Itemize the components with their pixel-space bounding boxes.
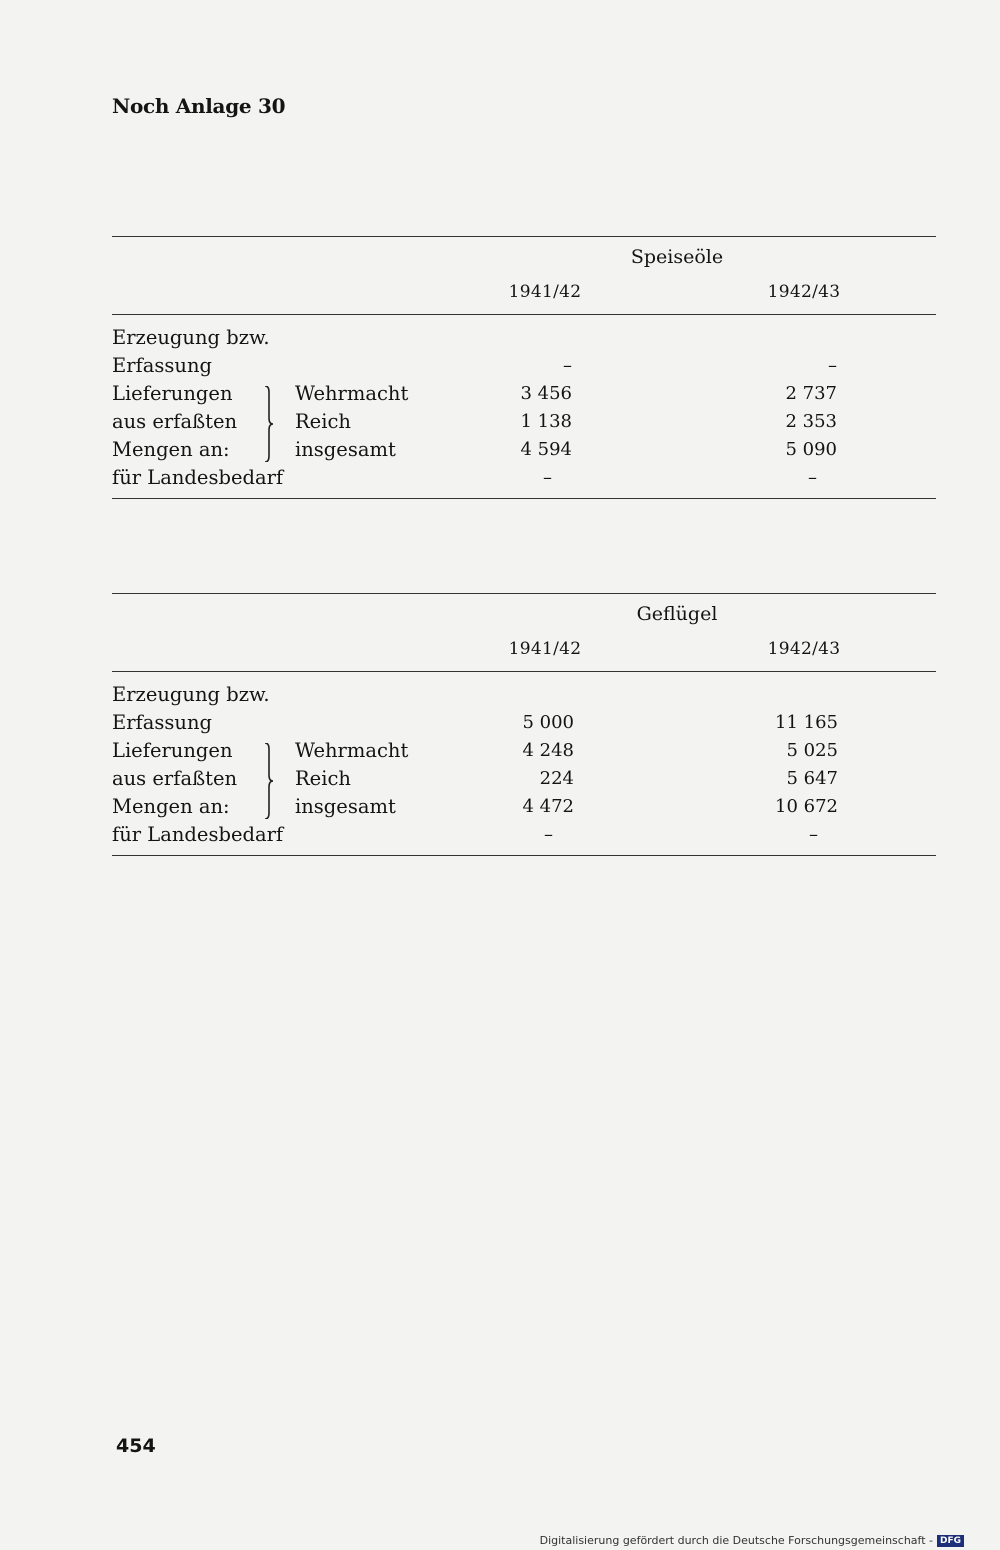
row-label: aus erfaßten <box>112 410 238 433</box>
page-number: 454 <box>116 1435 156 1457</box>
dfg-logo: DFG <box>937 1535 964 1547</box>
table-cell: 2 353 <box>785 411 837 432</box>
header-rule <box>112 671 936 672</box>
table-cell: 2 737 <box>785 383 837 404</box>
year-header: 1942/43 <box>767 282 841 302</box>
page-title: Noch Anlage 30 <box>112 94 286 118</box>
table-speiseoele <box>112 236 936 500</box>
sub-label-wehrmacht: Wehrmacht <box>295 739 409 762</box>
year-header: 1942/43 <box>767 639 841 659</box>
row-label: für Landesbedarf <box>112 823 284 846</box>
table-cell: – <box>544 824 553 845</box>
row-label: Erfassung <box>112 354 213 377</box>
year-header: 1941/42 <box>508 639 582 659</box>
column-group-heading: Speiseöle <box>630 246 724 268</box>
sub-label-insgesamt: insgesamt <box>295 795 396 818</box>
table-cell: – <box>543 467 552 488</box>
row-label: Lieferungen <box>112 739 233 762</box>
row-label: Erzeugung bzw. <box>112 326 270 349</box>
table-cell: 3 456 <box>520 383 572 404</box>
table-cell: 5 025 <box>786 740 838 761</box>
brace-icon <box>264 743 274 819</box>
table-cell: 1 138 <box>520 411 572 432</box>
row-label: Lieferungen <box>112 382 233 405</box>
table-cell: 5 647 <box>786 768 838 789</box>
table-cell: 4 248 <box>522 740 574 761</box>
table-cell: – <box>828 355 837 376</box>
table-top-rule <box>112 236 936 237</box>
table-cell: 11 165 <box>775 712 838 733</box>
table-cell: – <box>809 824 818 845</box>
table-cell: 5 090 <box>785 439 837 460</box>
footer <box>540 1534 964 1547</box>
table-bottom-rule <box>112 498 936 499</box>
table-cell: – <box>808 467 817 488</box>
row-label: aus erfaßten <box>112 767 238 790</box>
table-cell: 224 <box>539 768 574 789</box>
table-cell: – <box>563 355 572 376</box>
table-cell: 10 672 <box>775 796 838 817</box>
sub-label-insgesamt: insgesamt <box>295 438 396 461</box>
row-label: Mengen an: <box>112 795 230 818</box>
column-group-heading: Geflügel <box>636 603 718 625</box>
table-cell: 4 594 <box>520 439 572 460</box>
brace-icon <box>264 386 274 462</box>
row-label: Erzeugung bzw. <box>112 683 270 706</box>
footer-text: Digitalisierung gefördert durch die Deutsche Forschungsgemeinschaft - <box>539 1534 933 1547</box>
table-bottom-rule <box>112 855 936 856</box>
year-header: 1941/42 <box>508 282 582 302</box>
row-label: Erfassung <box>112 711 213 734</box>
table-cell: 5 000 <box>522 712 574 733</box>
table-cell: 4 472 <box>522 796 574 817</box>
header-rule <box>112 314 936 315</box>
table-gefluegel <box>112 593 936 857</box>
sub-label-reich: Reich <box>295 410 351 433</box>
row-label: für Landesbedarf <box>112 466 284 489</box>
sub-label-reich: Reich <box>295 767 351 790</box>
sub-label-wehrmacht: Wehrmacht <box>295 382 409 405</box>
row-label: Mengen an: <box>112 438 230 461</box>
table-top-rule <box>112 593 936 594</box>
